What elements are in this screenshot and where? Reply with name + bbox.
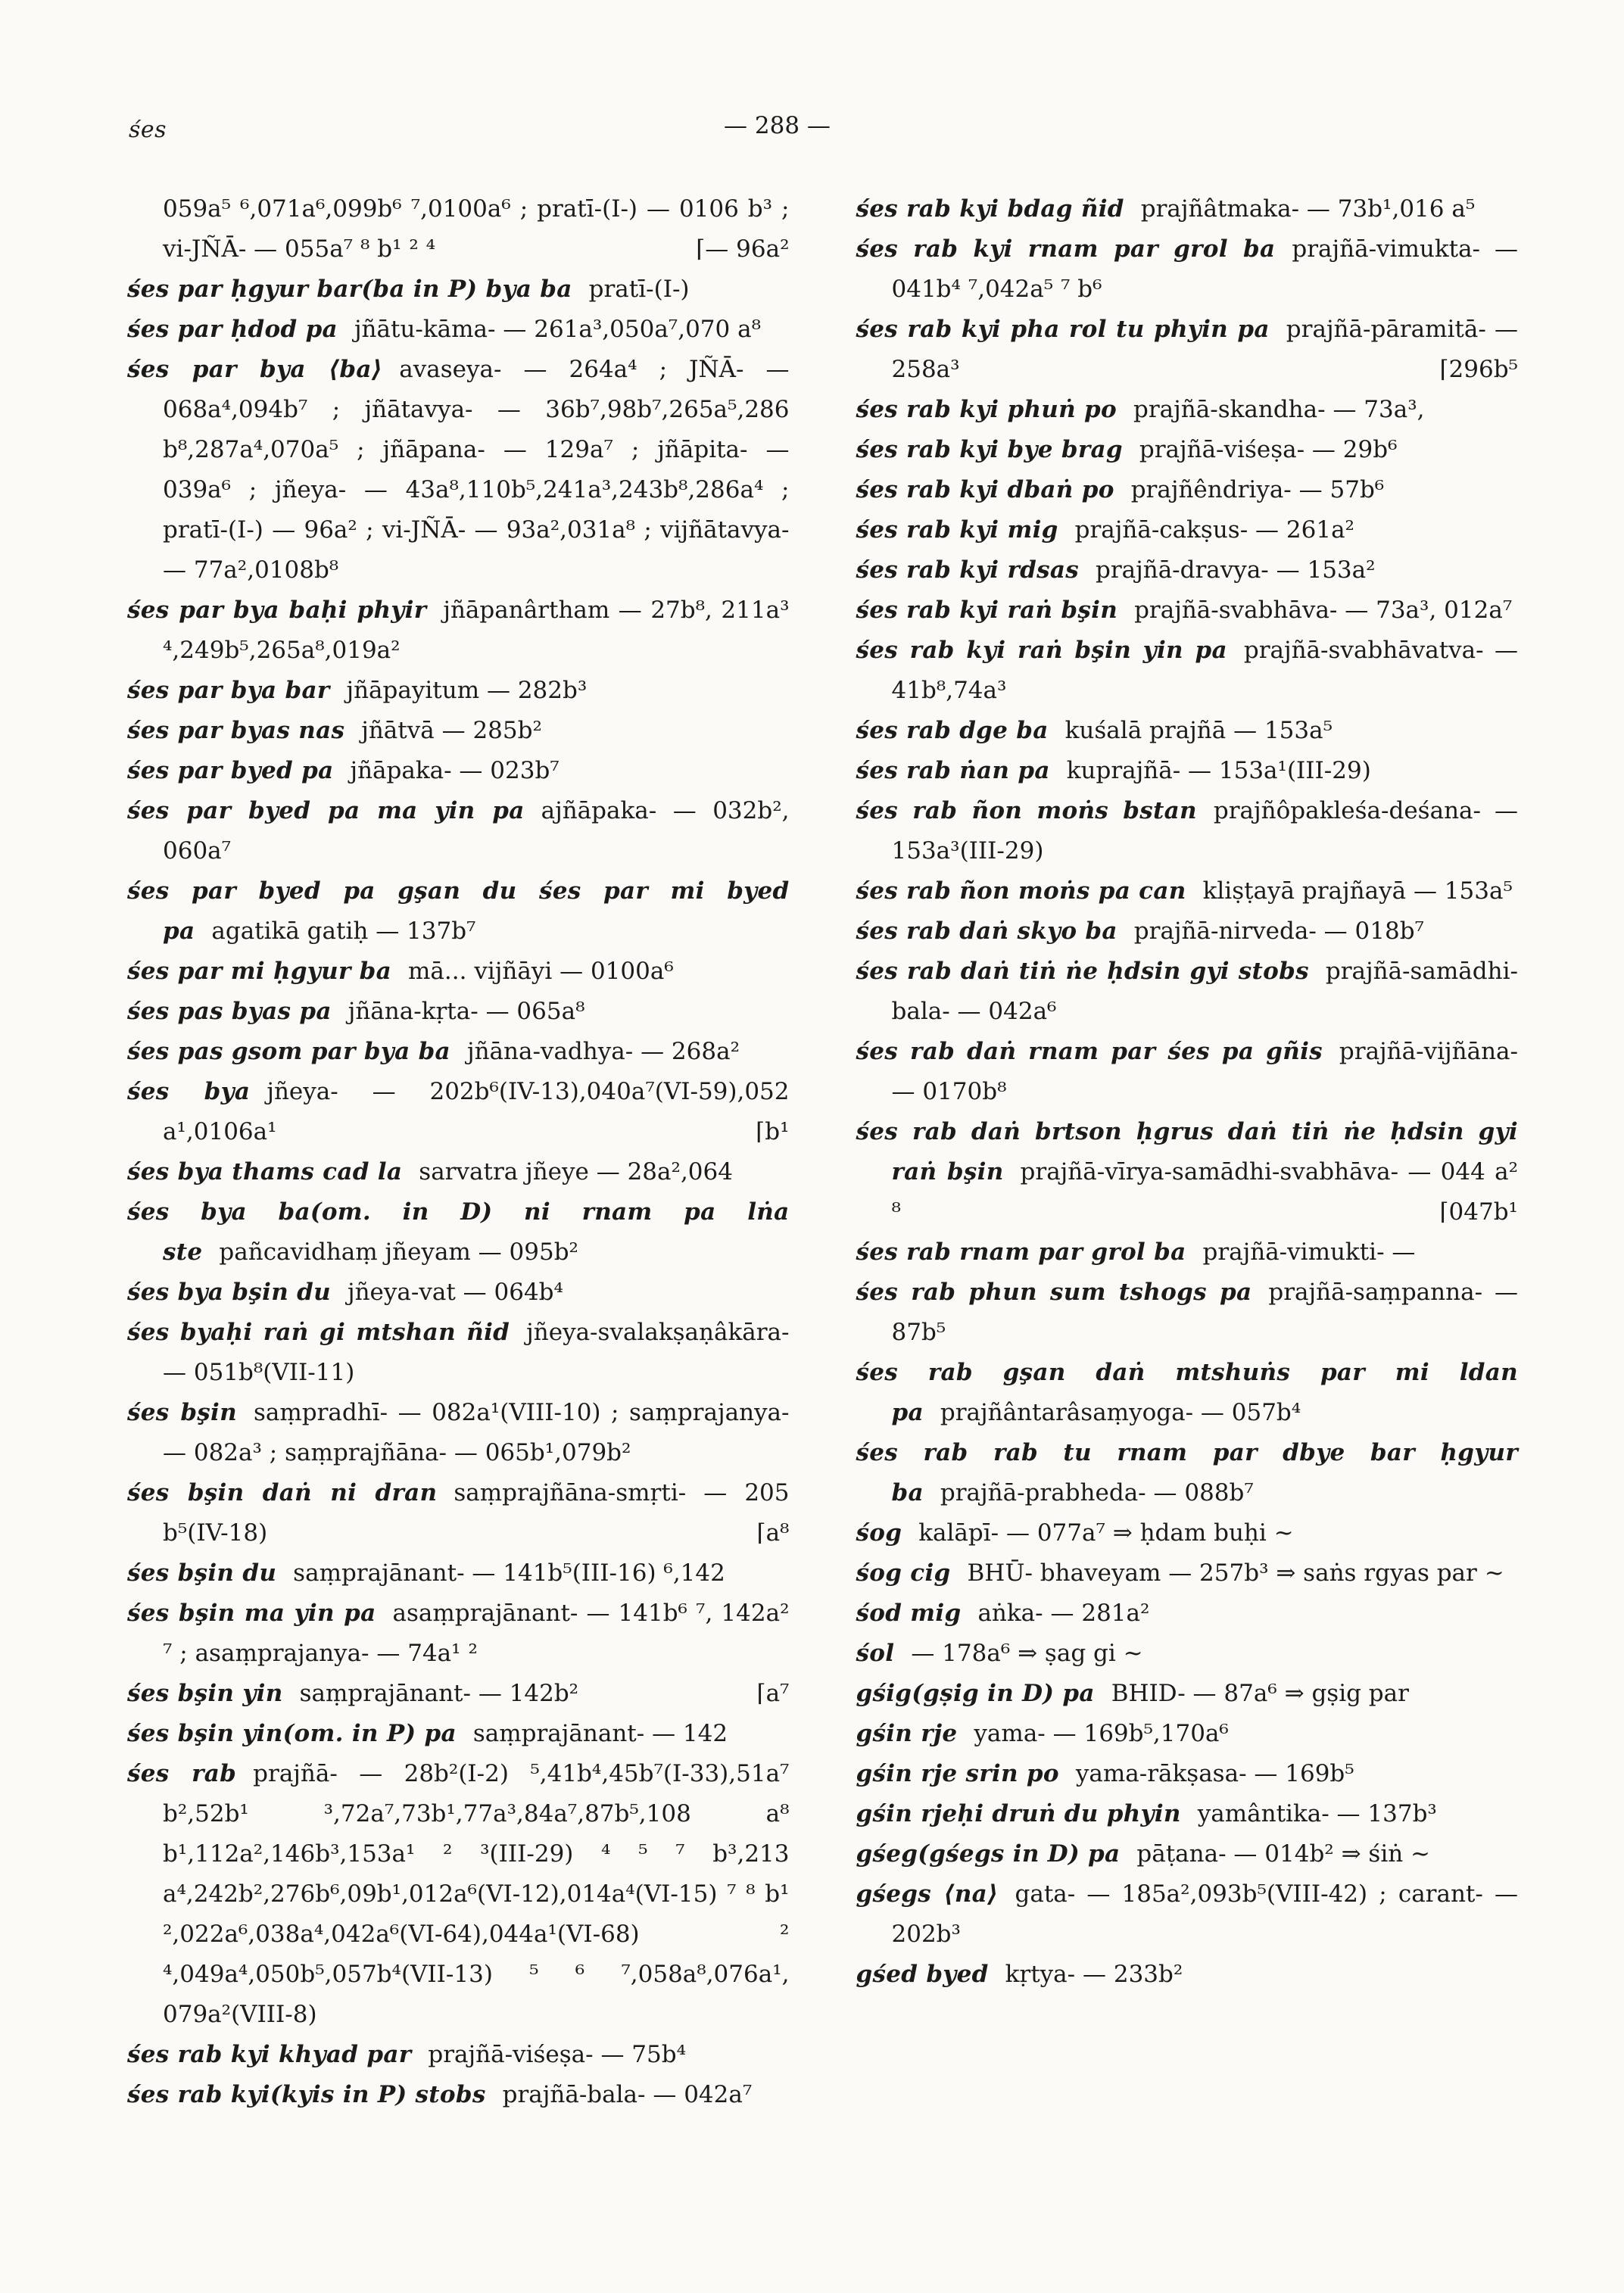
dictionary-entry [127, 1714, 790, 1754]
entry-headword: śes rab ñon moṅs pa can [856, 877, 1186, 905]
dictionary-entry [127, 590, 790, 671]
entry-headword: śes pas gsom par bya ba [127, 1038, 450, 1065]
dictionary-entry [856, 510, 1519, 550]
dictionary-entry [127, 1152, 790, 1192]
entry-headword: śes rab kyi khyad par [127, 2041, 412, 2068]
entry-headword: śes bşin yin [127, 1680, 283, 1707]
dictionary-entry [127, 2035, 790, 2075]
entry-headword: śes rab kyi(kyis in P) stobs [127, 2081, 486, 2108]
entry-headword: śes rab kyi dbaṅ po [856, 476, 1114, 503]
entry-headword: śes par bya ⟨ba⟩ [127, 356, 383, 383]
entry-body: pāṭana- — 014b² ⇒ śiṅ ~ [1136, 1840, 1431, 1868]
entry-body: prajñā-pāramitā- — 258a³ [891, 316, 1518, 383]
dictionary-entry [856, 1273, 1519, 1353]
dictionary-entry [127, 189, 790, 269]
entry-headword: gśin rje [856, 1720, 958, 1747]
left-column [127, 189, 790, 2115]
entry-headword: śes par bya bar [127, 677, 330, 704]
entry-headword: gśin rjeḥi druṅ du phyin [856, 1800, 1181, 1827]
right-column [856, 189, 1519, 2115]
dictionary-entry [127, 1032, 790, 1072]
entry-body: — 178a⁶ ⇒ ṣag gi ~ [911, 1640, 1143, 1667]
entry-headword: śes rab phun sum tshogs pa [856, 1279, 1252, 1306]
entry-headword: śes par ḥdod pa [127, 316, 338, 343]
dictionary-entry [856, 1032, 1519, 1112]
entry-headword: śes rab kyi pha rol tu phyin pa [856, 316, 1270, 343]
entry-headword: śes rab daṅ tiṅ ṅe ḥdsin gyi stobs [856, 958, 1309, 985]
entry-body: prajñêndriya- — 57b⁶ [1130, 476, 1385, 503]
entry-headword: śes rab kyi raṅ bşin yin pa [856, 637, 1227, 664]
entry-headword: śod mig [856, 1600, 962, 1627]
dictionary-entry [856, 1232, 1519, 1273]
dictionary-entry [127, 671, 790, 711]
entry-body: jñeya-vat — 064b⁴ [347, 1279, 563, 1306]
dictionary-entry [127, 751, 790, 791]
entry-body: avaseya- — 264a⁴ ; JÑĀ- — 068a⁴,094b⁷ ; jñātavya- — 36b⁷,98b⁷,265a⁵,286 b⁸,287a⁴,070a⁵ ; jñāpana- — 129a⁷ ; jñāpita- — 039a⁶ ; jñeya- — 43a⁸,110b⁵,241a³,243b⁸,286a⁴ ; pratī-(I-) — 96a² ; vi-JÑĀ- — 93a²,031a⁸ ; vijñātavya- — 77a²,0108b⁸ [163, 356, 790, 584]
catchword-note: ⌈b¹ [756, 1118, 790, 1145]
entry-headword: śes rab kyi bdag ñid [856, 195, 1124, 223]
entry-body: prajñâtmaka- — 73b¹,016 a⁵ [1140, 195, 1476, 223]
page-number: — 288 — [724, 112, 831, 139]
entry-headword: gśig(gṣig in D) pa [856, 1680, 1095, 1707]
dictionary-entry [856, 1754, 1519, 1794]
dictionary-entry [856, 1674, 1519, 1714]
dictionary-entry [127, 992, 790, 1032]
entry-body: jñāpayitum — 282b³ [346, 677, 588, 704]
dictionary-entry [856, 871, 1519, 911]
entry-body: kuśalā prajñā — 153a⁵ [1064, 717, 1333, 744]
dictionary-entry [127, 1393, 790, 1473]
catchword-note: ⌈047b¹ [1439, 1198, 1518, 1226]
entry-body: prajñā-svabhāvatva- — 41b⁸,74a³ [891, 637, 1518, 704]
entry-body: aṅka- — 281a² [977, 1600, 1150, 1627]
dictionary-entry [127, 711, 790, 751]
dictionary-entry [856, 1553, 1519, 1594]
dictionary-entry [856, 189, 1519, 229]
entry-headword: gśin rje srin po [856, 1760, 1059, 1787]
catchword-note: ⌈a⁸ [756, 1519, 790, 1547]
dictionary-entry [856, 1594, 1519, 1634]
dictionary-entry [856, 711, 1519, 751]
dictionary-entry [856, 430, 1519, 470]
entry-headword: gśed byed [856, 1961, 989, 1988]
entry-headword: śes rab ñon moṅs bstan [856, 797, 1197, 824]
entry-headword: śes rab daṅ rnam par śes pa gñis [856, 1038, 1323, 1065]
entry-headword: śes pas byas pa [127, 998, 332, 1025]
dictionary-entry [856, 911, 1519, 952]
entry-body: prajñā-vīrya-samādhi-svabhāva- — 044 a² ⁸ [891, 1158, 1518, 1226]
dictionary-entry [856, 791, 1519, 871]
dictionary-entry [856, 229, 1519, 310]
entry-body: BHŪ- bhaveyam — 257b³ ⇒ saṅs rgyas par ~ [967, 1559, 1504, 1587]
entry-body: 059a⁵ ⁶,071a⁶,099b⁶ ⁷,0100a⁶ ; pratī-(I-) — 0106 b³ ; vi-JÑĀ- — 055a⁷ ⁸ b¹ ² ⁴ [163, 195, 790, 263]
entry-headword: śes byaḥi raṅ gi mtshan ñid [127, 1319, 510, 1346]
dictionary-entry [856, 1112, 1519, 1232]
dictionary-entry [127, 1192, 790, 1273]
dictionary-entry [127, 1072, 790, 1152]
entry-headword: śes bşin du [127, 1559, 277, 1587]
entry-body: saṃprajānant- — 142 [472, 1720, 728, 1747]
entry-headword: śes bşin ma yin pa [127, 1600, 376, 1627]
dictionary-entry [127, 1553, 790, 1594]
entry-body: prajñā-vimukta- — 041b⁴ ⁷,042a⁵ ⁷ b⁶ [891, 235, 1518, 303]
dictionary-entry [856, 1955, 1519, 1995]
dictionary-entry [127, 1313, 790, 1393]
dictionary-entry [127, 269, 790, 310]
entry-headword: śes bya [127, 1078, 251, 1105]
catchword-note: ⌈— 96a² [696, 235, 790, 263]
entry-body: kṛtya- — 233b² [1005, 1961, 1183, 1988]
entry-headword: śog [856, 1519, 902, 1547]
entry-body: prajñā-dravya- — 153a² [1095, 556, 1376, 584]
dictionary-entry [127, 1594, 790, 1674]
entry-headword: śes rab daṅ brtson ḥgrus daṅ tiṅ ṅe ḥdsin gyi raṅ bşin [856, 1118, 1518, 1185]
entry-body: sarvatra jñeye — 28a²,064 [419, 1158, 733, 1185]
entry-body: prajñā-prabheda- — 088b⁷ [940, 1479, 1254, 1506]
text-columns [127, 189, 1518, 2115]
entry-headword: śes rab gşan daṅ mtshuṅs par mi ldan pa [856, 1359, 1518, 1426]
dictionary-entry [856, 1634, 1519, 1674]
entry-headword: śes bşin daṅ ni dran [127, 1479, 438, 1506]
entry-headword: śes par ḥgyur bar(ba in P) bya ba [127, 276, 572, 303]
entry-headword: śes par mi ḥgyur ba [127, 958, 392, 985]
dictionary-entry [127, 871, 790, 952]
dictionary-entry [856, 952, 1519, 1032]
entry-headword: śes rab kyi rnam par grol ba [856, 235, 1276, 263]
entry-body: BHID- — 87a⁶ ⇒ gṣig par [1111, 1680, 1409, 1707]
entry-headword: śes bşin [127, 1399, 237, 1426]
entry-body: kliṣṭayā prajñayā — 153a⁵ [1202, 877, 1513, 905]
entry-headword: śes par byed pa ma yin pa [127, 797, 525, 824]
entry-headword: gśeg(gśegs in D) pa [856, 1840, 1121, 1868]
entry-body: pratī-(I-) [588, 276, 690, 303]
entry-body: prajñā-cakṣus- — 261a² [1074, 516, 1354, 544]
entry-headword: śes par byed pa [127, 757, 334, 784]
entry-body: jñeya-svalakṣaṇâkāra- — 051b⁸(VII-11) [163, 1319, 790, 1386]
entry-headword: śes bya bşin du [127, 1279, 331, 1306]
entry-body: agatikā gatiḥ — 137b⁷ [211, 918, 476, 945]
entry-headword: śes rab kyi raṅ bşin [856, 597, 1118, 624]
entry-body: mā... vijñāyi — 0100a⁶ [408, 958, 674, 985]
entry-body: gata- — 185a²,093b⁵(VIII-42) ; carant- — 202b³ [891, 1880, 1518, 1948]
entry-body: yama- — 169b⁵,170a⁶ [974, 1720, 1229, 1747]
entry-headword: śes rab rnam par grol ba [856, 1238, 1186, 1266]
entry-headword: śes bya ba(om. in D) ni rnam pa lṅa ste [127, 1198, 790, 1266]
dictionary-entry [127, 2075, 790, 2115]
entry-body: prajñôpakleśa-deśana- — 153a³(III-29) [891, 797, 1518, 865]
entry-body: saṃprajānant- — 141b⁵(III-16) ⁶,142 [293, 1559, 725, 1587]
dictionary-entry [127, 1473, 790, 1553]
entry-body: saṃprajānant- — 142b² [299, 1680, 579, 1707]
dictionary-entry [856, 550, 1519, 590]
dictionary-entry [856, 1513, 1519, 1553]
entry-body: yama-rākṣasa- — 169b⁵ [1075, 1760, 1354, 1787]
entry-headword: śes rab daṅ skyo ba [856, 918, 1117, 945]
entry-body: prajñā-saṃpanna- — 87b⁵ [891, 1279, 1518, 1346]
entry-body: jñāpanârtham — 27b⁸, 211a³ ⁴,249b⁵,265a⁸,019a² [163, 597, 790, 664]
dictionary-entry [856, 1834, 1519, 1874]
entry-headword: gśegs ⟨na⟩ [856, 1880, 999, 1908]
entry-body: prajñā-viśeṣa- — 75b⁴ [428, 2041, 687, 2068]
dictionary-entry [127, 1674, 790, 1714]
entry-body: prajñā-skandha- — 73a³, [1133, 396, 1425, 423]
dictionary-entry [127, 1754, 790, 2035]
dictionary-entry [856, 1874, 1519, 1955]
entry-headword: śes bya thams cad la [127, 1158, 403, 1185]
entry-headword: śes rab kyi bye brag [856, 436, 1123, 463]
entry-body: jñeya- — 202b⁶(IV-13),040a⁷(VI-59),052 a¹,0106a¹ [163, 1078, 790, 1145]
dictionary-entry [127, 310, 790, 350]
dictionary-entry [127, 1273, 790, 1313]
entry-headword: śes par bya baḥi phyir [127, 597, 427, 624]
dictionary-entry [127, 791, 790, 871]
entry-body: prajñā-viśeṣa- — 29b⁶ [1139, 436, 1398, 463]
entry-headword: śes par byed pa gşan du śes par mi byed pa [127, 877, 790, 945]
entry-body: asaṃprajānant- — 141b⁶ ⁷, 142a² ⁷ ; asaṃprajanya- — 74a¹ ² [163, 1600, 790, 1667]
entry-body: jñātvā — 285b² [361, 717, 542, 744]
entry-headword: śes bşin yin(om. in P) pa [127, 1720, 457, 1747]
entry-headword: śog cig [856, 1559, 951, 1587]
dictionary-entry [856, 1353, 1519, 1433]
dictionary-entry [856, 470, 1519, 510]
entry-body: jñāpaka- — 023b⁷ [350, 757, 560, 784]
entry-headword: śes rab rab tu rnam par dbye bar ḥgyur ba [856, 1439, 1518, 1506]
entry-body: prajñā-vimukti- — [1202, 1238, 1416, 1266]
entry-body: jñāna-vadhya- — 268a² [466, 1038, 740, 1065]
dictionary-entry [856, 1794, 1519, 1834]
dictionary-entry [856, 751, 1519, 791]
entry-headword: śes rab [127, 1760, 237, 1787]
entry-headword: śol [856, 1640, 895, 1667]
entry-body: prajñā- — 28b²(I-2) ⁵,41b⁴,45b⁷(I-33),51a⁷ b²,52b¹ ³,72a⁷,73b¹,77a³,84a⁷,87b⁵,108 a⁸ b¹,112a²,146b³,153a¹ ² ³(III-29) ⁴ ⁵ ⁷ b³,213 a⁴,242b²,276b⁶,09b¹,012a⁶(VI-12),014a⁴(VI-15) ⁷ ⁸ b¹ ²,022a⁶,038a⁴,042a⁶(VI-64),044a¹(VI-68) ² ⁴,049a⁴,050b⁵,057b⁴(VII-13) ⁵ ⁶ ⁷,058a⁸,076a¹, 079a²(VIII-8) [163, 1760, 790, 2028]
entry-body: prajñā-vijñāna- — 0170b⁸ [891, 1038, 1518, 1105]
dictionary-entry [856, 1433, 1519, 1513]
catchword-note: ⌈296b⁵ [1439, 356, 1518, 383]
entry-body: jñāna-kṛta- — 065a⁸ [348, 998, 585, 1025]
entry-body: prajñā-samādhi-bala- — 042a⁶ [891, 958, 1518, 1025]
entry-body: pañcavidhaṃ jñeyam — 095b² [219, 1238, 578, 1266]
catchword-note: ⌈a⁷ [756, 1680, 790, 1707]
entry-body: ajñāpaka- — 032b², 060a⁷ [163, 797, 790, 865]
entry-body: prajñā-svabhāva- — 73a³, 012a⁷ [1134, 597, 1513, 624]
entry-headword: śes par byas nas [127, 717, 345, 744]
entry-body: kuprajñā- — 153a¹(III-29) [1066, 757, 1371, 784]
running-head: śes [129, 117, 167, 143]
entry-headword: śes rab ṅan pa [856, 757, 1050, 784]
entry-body: saṃpradhī- — 082a¹(VIII-10) ; saṃprajanya- — 082a³ ; saṃprajñāna- — 065b¹,079b² [163, 1399, 790, 1466]
entry-headword: śes rab kyi rdsas [856, 556, 1079, 584]
entry-body: prajñā-bala- — 042a⁷ [502, 2081, 753, 2108]
dictionary-entry [856, 590, 1519, 631]
entry-body: kalāpī- — 077a⁷ ⇒ ḥdam buḥi ~ [918, 1519, 1294, 1547]
dictionary-entry [856, 1714, 1519, 1754]
dictionary-entry [856, 390, 1519, 430]
dictionary-entry [127, 952, 790, 992]
entry-body: prajñântarâsaṃyoga- — 057b⁴ [940, 1399, 1301, 1426]
entry-headword: śes rab kyi mig [856, 516, 1058, 544]
entry-headword: śes rab dge ba [856, 717, 1049, 744]
dictionary-entry [856, 310, 1519, 390]
entry-body: yamântika- — 137b³ [1197, 1800, 1437, 1827]
dictionary-entry [127, 350, 790, 590]
entry-headword: śes rab kyi phuṅ po [856, 396, 1117, 423]
entry-body: prajñā-nirveda- — 018b⁷ [1133, 918, 1424, 945]
dictionary-entry [856, 631, 1519, 711]
page-header [127, 112, 1518, 147]
entry-body: saṃprajñāna-smṛti- — 205 b⁵(IV-18) [163, 1479, 790, 1547]
entry-body: jñātu-kāma- — 261a³,050a⁷,070 a⁸ [354, 316, 762, 343]
